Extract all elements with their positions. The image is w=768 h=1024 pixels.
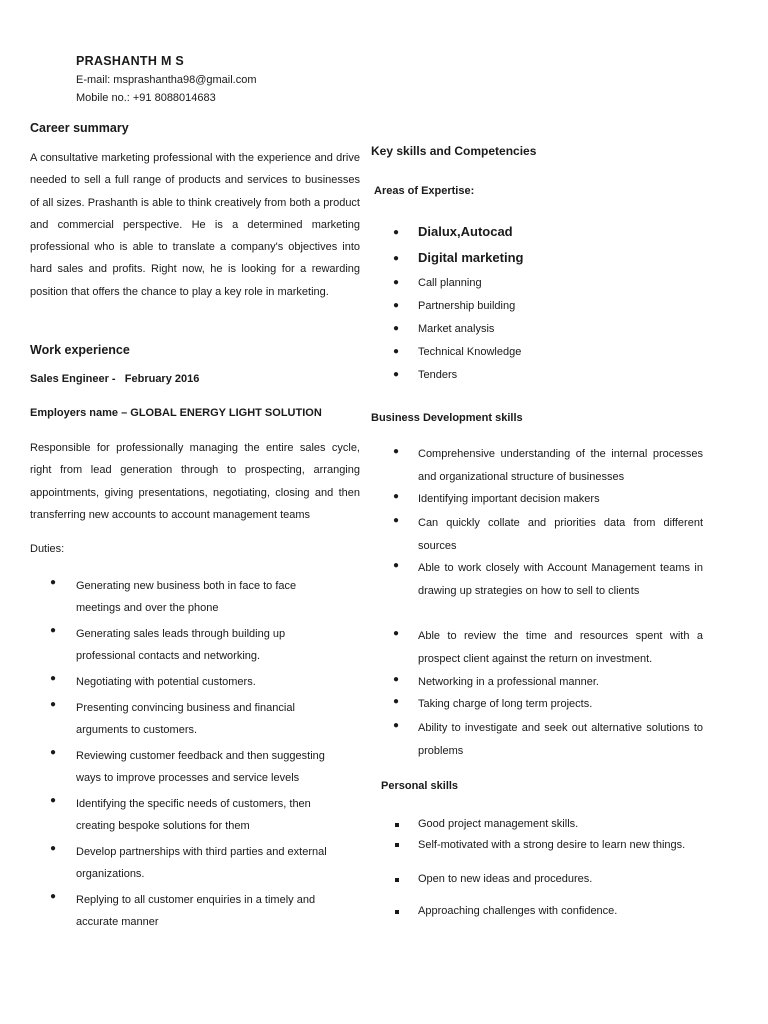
career-summary-heading: Career summary <box>30 121 129 135</box>
list-item: ● Reviewing customer feedback and then suggesting ways to improve processes and service levels <box>50 747 325 784</box>
square-bullet-icon <box>395 878 399 882</box>
employer-name: Employers name – GLOBAL ENERGY LIGHT SOLUTION <box>30 407 322 419</box>
list-item: ● Presenting convincing business and financial arguments to customers. <box>50 699 295 736</box>
list-item: Approaching challenges with confidence. <box>395 905 703 925</box>
list-item: ● Digital marketing <box>393 250 524 265</box>
duties-list <box>50 575 340 937</box>
business-development-label: Business Development skills <box>371 412 523 424</box>
mobile-line: Mobile no.: +91 8088014683 <box>76 92 216 104</box>
square-bullet-icon <box>395 910 399 914</box>
list-item: ● Dialux,Autocad <box>393 224 513 239</box>
list-item: ● Generating sales leads through building up professional contacts and networking. <box>50 625 286 662</box>
list-item: ● Partnership building <box>393 300 516 312</box>
list-item: Self-motivated with a strong desire to learn new things. <box>395 838 703 873</box>
list-item: ● Generating new business both in face to face meetings and over the phone <box>50 577 297 614</box>
list-item: ● Call planning <box>393 277 482 289</box>
list-item: ● Taking charge of long term projects. <box>393 696 593 710</box>
personal-skills-list <box>395 818 703 925</box>
list-item: ● Tenders <box>393 369 458 381</box>
list-item: ● Comprehensive understanding of the internal processes and organizational structure of businesses <box>393 446 703 483</box>
business-development-list <box>393 443 703 762</box>
list-item: ● Market analysis <box>393 323 495 335</box>
square-bullet-icon <box>395 823 399 827</box>
list-item: ● Able to review the time and resources spent with a prospect client against the return on investment. <box>393 628 703 665</box>
list-item: Open to new ideas and procedures. <box>395 873 703 905</box>
list-item: ● Identifying the specific needs of customers, then creating bespoke solutions for them <box>50 795 311 832</box>
key-skills-heading: Key skills and Competencies <box>371 144 537 158</box>
list-item: ● Ability to investigate and seek out alternative solutions to problems <box>393 720 703 757</box>
areas-of-expertise-label: Areas of Expertise: <box>374 185 475 197</box>
job-description: Responsible for professionally managing the entire sales cycle, right from lead generation through to prospecting, arranging appointments, giving presentations, negotiating, closing and then transferring new accounts to account management teams <box>30 442 360 521</box>
list-item: ● Replying to all customer enquiries in a timely and accurate manner <box>50 891 316 928</box>
list-item: ● Can quickly collate and priorities data from different sources <box>393 515 703 552</box>
job-role: Sales Engineer - February 2016 <box>30 373 200 385</box>
email-line: E-mail: msprashantha98@gmail.com <box>76 74 257 86</box>
career-summary-text: A consultative marketing professional with the experience and drive needed to sell a full range of products and services to businesses of all sizes. Prashanth is able to think creatively from both a product and commercial perspective. He is a determined marketing professional who is able to translate a company's objectives into hard sales and profits. Right now, he is looking for a rewarding position that offers the chance to play a key role in marketing. <box>30 152 360 298</box>
list-item: ● Networking in a professional manner. <box>393 674 599 688</box>
list-item: ● Able to work closely with Account Management teams in drawing up strategies on how to sell to clients <box>393 560 703 597</box>
list-item: Good project management skills. <box>395 818 703 838</box>
expertise-list <box>393 224 713 392</box>
work-experience-heading: Work experience <box>30 343 130 357</box>
square-bullet-icon <box>395 843 399 847</box>
candidate-name: PRASHANTH M S <box>76 54 185 68</box>
duties-label: Duties: <box>30 543 65 555</box>
list-item: ● Develop partnerships with third parties and external organizations. <box>50 843 327 880</box>
list-item: ● Technical Knowledge <box>393 346 522 358</box>
personal-skills-label: Personal skills <box>381 780 459 792</box>
list-item: ● Identifying important decision makers <box>393 491 600 505</box>
list-item: ● Negotiating with potential customers. <box>50 673 256 688</box>
